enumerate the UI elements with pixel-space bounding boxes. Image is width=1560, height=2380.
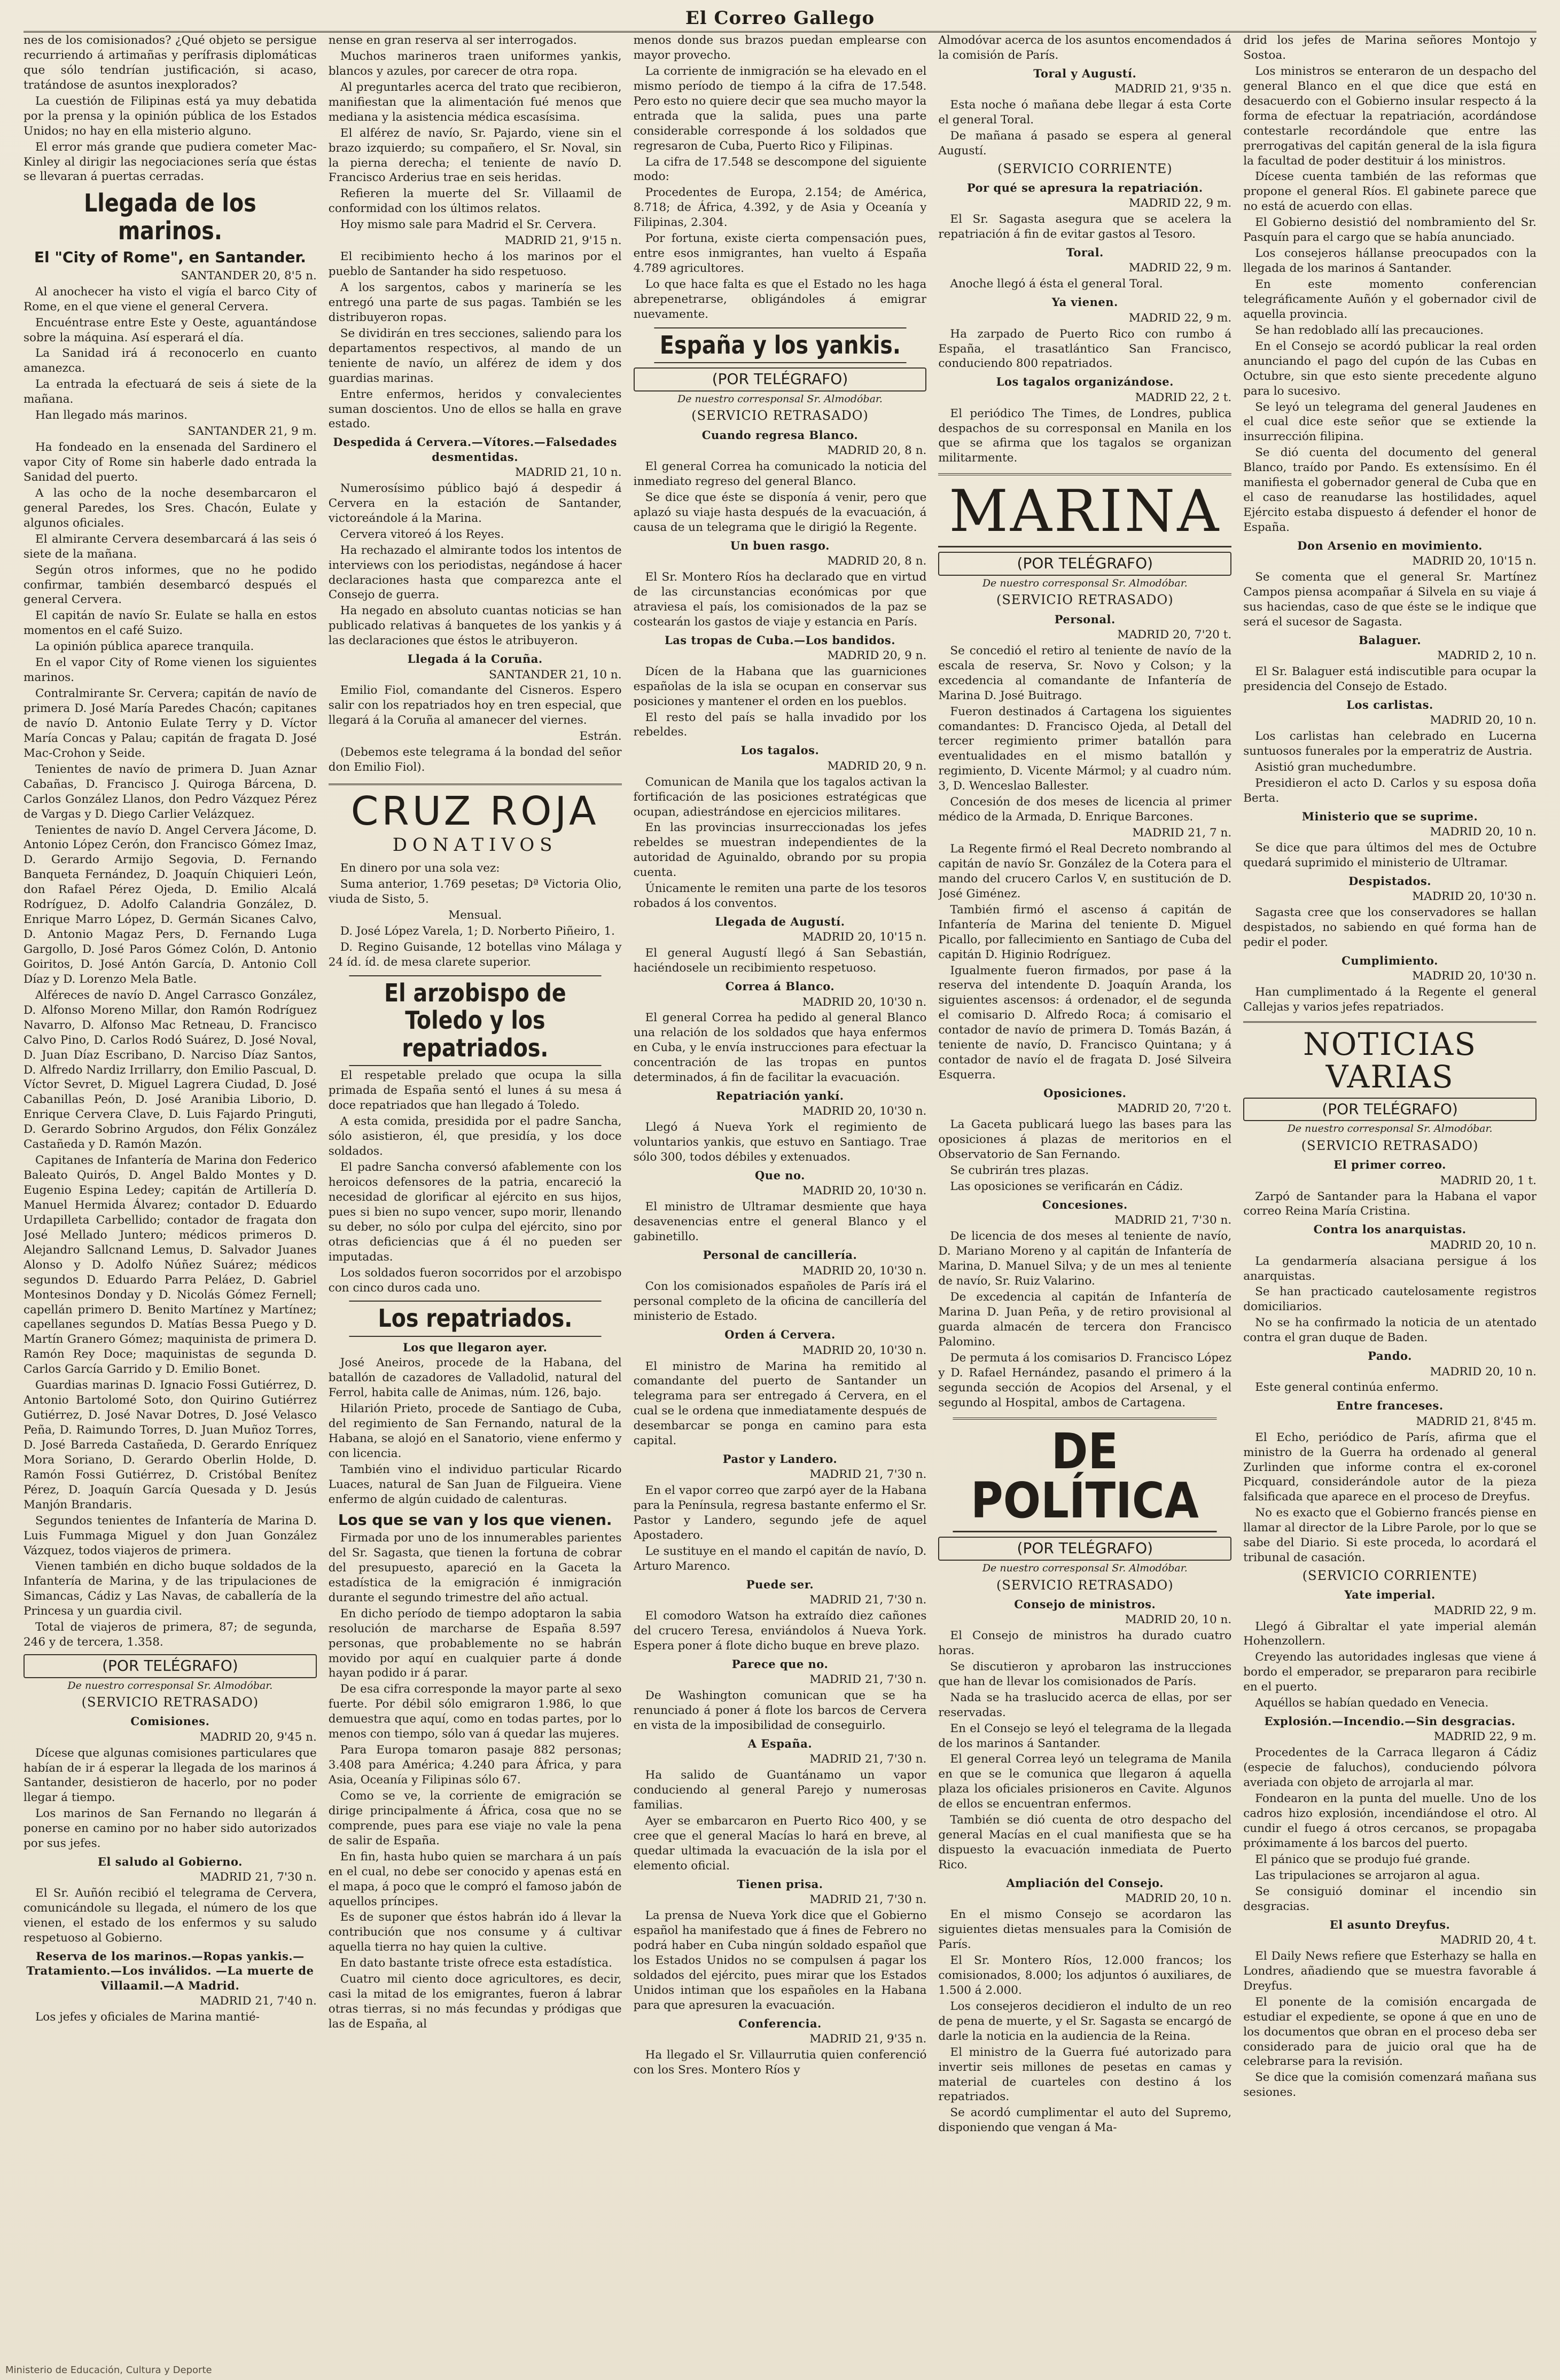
paragraph: Se leyó un telegrama del general Jaudenes en el cual dice este señor que se extiende la insurrección filipina.: [1243, 400, 1536, 444]
paragraph: Guardias marinas D. Ignacio Fossi Gutiérrez, D. Antonio Bartolomé Soto, don Quirino Gutiérrez Gutiérrez, D. José Navar Dotres, D. José Velasco Peña, D. Raimundo Torres, D. Juan Muñoz Torres, D. José Barreda Castañeda, D. Gerardo Enríquez Mora Soriano, D. Gerardo Oberlin Holde, D. Ramón Fossi Gutiérrez, D. Cristóbal Benítez Pérez, D. Joaquín García Quesada y D. Jesús Manjón Brandaris.: [24, 1379, 317, 1512]
dateline: MADRID 22, 9 m.: [1128, 261, 1232, 275]
dateline: MADRID 22, 9 m.: [1128, 197, 1232, 210]
paragraph: El Sr. Balaguer está indiscutible para ocupar la presidencia del Consejo de Estado.: [1243, 665, 1536, 694]
item-heading: Despedida á Cervera.—Vítores.—Falsedades desmentidas.: [333, 435, 617, 464]
column-5: [1243, 33, 1536, 2342]
paragraph: Los jefes y oficiales de Marina mantié-: [35, 2010, 260, 2024]
masthead-title: El Correo Gallego: [685, 7, 875, 29]
paragraph: La cifra de 17.548 se descompone del siguiente modo:: [633, 155, 927, 184]
paragraph: Se dice que la comisión comenzará mañana sus sesiones.: [1243, 2071, 1536, 2100]
dateline: SANTANDER 21, 10 n.: [489, 668, 622, 682]
item-heading: Cumplimiento.: [1341, 954, 1438, 968]
item-heading: Comisiones.: [130, 1714, 210, 1728]
paragraph: En dato bastante triste ofrece esta estadística.: [340, 1956, 612, 1970]
dateline: MADRID 21, 9'35 n.: [809, 2032, 927, 2046]
item-heading: Concesiones.: [1042, 1197, 1128, 1211]
correspondent-line: De nuestro corresponsal Sr. Almodóbar.: [982, 1562, 1188, 1574]
paragraph: Se comenta que el general Sr. Martínez Campos piensa acompañar á Silvela en su viaje á sus haciendas, caso de que éste se le indique que será el sucesor de Sagasta.: [1243, 570, 1536, 629]
paragraph: El periódico The Times, de Londres, publica despachos de su corresponsal en Manila en los que se afirma que los tagalos se organizan militarmente.: [938, 406, 1232, 465]
service-label: (SERVICIO RETRASADO): [691, 408, 869, 424]
column-1: [24, 33, 317, 2342]
paragraph: También vino el individuo particular Ricardo Luaces, natural de San Juan de Filgueira. Viene enfermo de algún cuidado de calenturas.: [328, 1462, 622, 1506]
dateline: MADRID 20, 10 n.: [1125, 1892, 1232, 1906]
item-heading: Ministerio que se suprime.: [1301, 809, 1478, 823]
paragraph: A las ocho de la noche desembarcaron el general Paredes, los Sres. Chacón, Eulate y algunos oficiales.: [24, 486, 317, 530]
footer-credit: Ministerio de Educación, Cultura y Deporte: [5, 2365, 212, 2376]
paragraph: Ha fondeado en la ensenada del Sardinero el vapor City of Rome sin haberle dado entrada la Sanidad del puerto.: [24, 441, 317, 484]
item-heading: Puede ser.: [746, 1577, 814, 1591]
dateline: MADRID 20, 10'30 n.: [802, 995, 927, 1009]
item-heading: Pando.: [1368, 1349, 1412, 1363]
paragraph: Se dividirán en tres secciones, saliendo para los departamentos respectivos, al mando de un teniente de navío, un alférez de idem y dos guardias marinas.: [328, 326, 622, 385]
paragraph: No se ha confirmado la noticia de un atentado contra el gran duque de Baden.: [1243, 1316, 1536, 1345]
paragraph: A esta comida, presidida por el padre Sancha, sólo asistieron, él, que presidía, y los doce soldados.: [328, 1115, 622, 1158]
columns: [24, 33, 1536, 2342]
item-heading: Reserva de los marinos.—Ropas yankis.—Tratamiento.—Los inválidos. —La muerte de Villaamil.—A Madrid.: [26, 1950, 314, 1992]
headline-repatriados: Los repatriados.: [349, 1301, 601, 1337]
paragraph: El ponente de la comisión encargada de estudiar el expediente, se opone á que en uno de los documentos que obran en el proceso deba ser considerado para de juicio oral que ha de celebrarse para la revisión.: [1243, 1995, 1536, 2069]
paragraph: Total de viajeros de primera, 87; de segunda, 246 y de tercera, 1.358.: [24, 1620, 317, 1649]
paragraph: Se concedió el retiro al teniente de navío de la escala de reserva, Sr. Novo y Colson; y la excedencia al comandante de Infantería de Marina D. José Buitrago.: [938, 644, 1232, 702]
paragraph: Aquéllos se habían quedado en Venecia.: [1255, 1696, 1489, 1710]
paragraph: Los consejeros decidieron el indulto de un reo de pena de muerte, y el Sr. Sagasta se encargó de darle la noticia en la audiencia de la Reina.: [938, 1999, 1232, 2043]
paragraph: En el vapor correo que zarpó ayer de la Habana para la Península, regresa bastante enfermo el Sr. Pastor y Landero, segundo jefe de aquel Apostadero.: [633, 1484, 927, 1543]
paragraph: Nada se ha traslucido acerca de ellas, por ser reservadas.: [938, 1690, 1232, 1719]
paragraph: El ministro de Ultramar desmiente que haya desavenencias entre el general Blanco y el gabinetillo.: [633, 1200, 927, 1244]
dateline: MADRID 20, 10'30 n.: [1412, 890, 1536, 904]
paragraph: El comodoro Watson ha extraído diez cañones del crucero Teresa, enviándolos á Nueva York. Espera poner á flote dicho buque en breve plazo.: [633, 1609, 927, 1653]
paragraph: El capitán de navío Sr. Eulate se halla en estos momentos en el café Suizo.: [24, 609, 317, 638]
dateline: MADRID 22, 9 m.: [1128, 311, 1232, 325]
item-heading: Entre franceses.: [1336, 1399, 1444, 1413]
item-heading: Personal.: [1054, 612, 1116, 626]
item-heading: Las tropas de Cuba.—Los bandidos.: [664, 633, 896, 647]
paragraph: Segundos tenientes de Infantería de Marina D. Luis Fummaga Miguel y don Juan González Vázquez, todos viajeros de primera.: [24, 1514, 317, 1557]
paragraph: Alféreces de navío D. Angel Carrasco González, D. Alfonso Moreno Millar, don Ramón Rodríguez Navarro, D. Alfonso Mac Retneau, D. Francisco Calvo Pino, D. Carlos Rodó Suárez, D. José Noval, D. Juan Díaz Escribano, D. Narciso Díaz Santos, D. Alfredo Nardiz Irrillarry, don Emilio Pascual, D. Víctor Sevret, D. Miguel Lagrera Ciudad, D. José Cabanillas Peón, D. José Aranibia Liborio, D. Enrique Cervera Clave, D. Luis Fajardo Pringuti, D. Gerardo Sobrino Argudos, don Félix González Castañeda y D. Ramón Mazón.: [24, 988, 317, 1152]
correspondent-line: De nuestro corresponsal Sr. Almodóbar.: [67, 1679, 273, 1692]
item-heading: Tienen prisa.: [737, 1877, 823, 1891]
dateline: MADRID 22, 9 m.: [1433, 1730, 1536, 1744]
paragraph: En las provincias insurreccionadas los jefes rebeldes se muestran independientes de la autoridad de Aguinaldo, obrando por su propia cuenta.: [633, 821, 927, 880]
paragraph: Concesión de dos meses de licencia al primer médico de la Armada, D. Enrique Barcones.: [938, 795, 1232, 824]
paragraph: drid los jefes de Marina señores Montojo y Sostoa.: [1243, 34, 1536, 62]
paragraph: Los consejeros hállanse preocupados con la llegada de los marinos á Santander.: [1243, 247, 1536, 276]
paragraph: En fin, hasta hubo quien se marchara á un país en el cual, no debe ser conocido y apenas está en el mapa, á poco que le compró el famoso jabón de aquellos príncipes.: [328, 1850, 622, 1908]
paragraph: Anoche llegó á ésta el general Toral.: [950, 277, 1163, 291]
dateline: MADRID 21, 7'30 n.: [809, 1468, 927, 1482]
paragraph: El Sr. Montero Ríos ha declarado que en virtud de las circunstancias económicas por que atraviesa el país, los comisionados de la paz se costearán los gastos de viaje y estancia en París.: [633, 570, 927, 629]
paragraph: Como se ve, la corriente de emigración se dirige principalmente á África, cosa que no se comprende, pues para ese viaje no vale la pena de salir de España.: [328, 1789, 622, 1847]
paragraph: Ha rechazado el almirante todos los intentos de interviews con los periodistas, negándose á hacer declaraciones hasta que comparezca ante el Consejo de guerra.: [328, 543, 622, 602]
correspondent-line: De nuestro corresponsal Sr. Almodóbar.: [982, 577, 1188, 589]
dateline: MADRID 20, 10'30 n.: [802, 1105, 927, 1118]
paragraph: El almirante Cervera desembarcará á las seis ó siete de la mañana.: [24, 532, 317, 561]
signature: Estrán.: [579, 730, 622, 743]
paragraph: En el vapor City of Rome vienen los siguientes marinos.: [24, 656, 317, 685]
paragraph: Los soldados fueron socorridos por el arzobispo con cinco duros cada uno.: [328, 1266, 622, 1295]
paragraph: nense en gran reserva al ser interrogados.: [328, 34, 577, 47]
item-heading: Cuando regresa Blanco.: [701, 428, 859, 442]
dateline: MADRID 22, 2 t.: [1135, 390, 1232, 404]
paragraph: Entre enfermos, heridos y convalecientes suman doscientos. Uno de ellos se halla en grave estado.: [328, 387, 622, 431]
item-heading: Explosión.—Incendio.—Sin desgracias.: [1264, 1714, 1516, 1728]
item-heading: Ya vienen.: [1051, 295, 1118, 309]
item-heading: Que no.: [755, 1169, 805, 1183]
dateline: MADRID 21, 9'15 n.: [504, 234, 622, 248]
paragraph: Cervera vitoreó á los Reyes.: [340, 527, 504, 541]
dateline: MADRID 20, 10'30 n.: [802, 1184, 927, 1198]
paragraph: Llegó á Gibraltar el yate imperial alemán Hohenzollern.: [1243, 1619, 1536, 1648]
paragraph: Se discutieron y aprobaron las instrucciones que han de llevar los comisionados de París.: [938, 1659, 1232, 1688]
paragraph: Las tripulaciones se arrojaron al agua.: [1255, 1868, 1480, 1882]
paragraph: La corriente de inmigración se ha elevado en el mismo período de tiempo á la cifra de 17.548. Pero esto no quiere decir que sea mucho mayor la entrada que la salida, pues una parte considerable corresponde á los soldados que regresaron de Cuba, Puerto Rico y Filipinas.: [633, 64, 927, 153]
paragraph: Muchos marineros traen uniformes yankis, blancos y azules, por carecer de otra ropa.: [328, 49, 622, 78]
paragraph: Esta noche ó mañana debe llegar á esta Corte el general Toral.: [938, 98, 1232, 127]
paragraph: El Daily News refiere que Esterhazy se halla en Londres, añadiendo que se muestra favorable á Dreyfus.: [1243, 1949, 1536, 1993]
dateline: MADRID 21, 7 n.: [1132, 826, 1232, 840]
paragraph: En dicho período de tiempo adoptaron la sabia resolución de marcharse de España 8.597 personas, que probablemente no se habrán movido por aquí en cualquier parte á donde hayan podido ir á parar.: [328, 1607, 622, 1680]
paragraph: De Washington comunican que se ha renunciado á poner á flote los barcos de Cervera en vista de la imposibilidad de conseguirlo.: [633, 1689, 927, 1733]
item-heading: Don Arsenio en movimiento.: [1297, 538, 1483, 552]
paragraph: Las oposiciones se verificarán en Cádiz.: [950, 1180, 1183, 1194]
item-heading: Yate imperial.: [1344, 1588, 1436, 1602]
dateline: MADRID 20, 1 t.: [1440, 1173, 1536, 1187]
paragraph: No es exacto que el Gobierno francés piense en llamar al director de la Libre Parole, por lo que se sabe del Diario. Si este proceda, lo acordará el tribunal de casación.: [1243, 1506, 1536, 1565]
dateline: MADRID 20, 10'30 n.: [802, 1264, 927, 1278]
dateline: MADRID 20, 10 n.: [1430, 1238, 1536, 1252]
paragraph: Procedentes de la Carraca llegaron á Cádiz (especie de faluchos), conduciendo pólvora averiada con objeto de arrojarla al mar.: [1243, 1746, 1536, 1790]
dateline: MADRID 21, 7'30 n.: [809, 1673, 927, 1687]
dateline: MADRID 21, 10 n.: [515, 465, 622, 479]
paragraph: Suma anterior, 1.769 pesetas; Dª Victoria Olio, viuda de Sisto, 5.: [328, 878, 622, 906]
paragraph: En este momento conferencian telegráficamente Auñón y el gobernador civil de aquella provincia.: [1243, 278, 1536, 321]
paragraph: Los carlistas han celebrado en Lucerna suntuosos funerales por la emperatriz de Austria.: [1243, 730, 1536, 758]
paragraph: Ha salido de Guantánamo un vapor conduciendo al general Parejo y numerosas familias.: [633, 1768, 927, 1812]
paragraph: Emilio Fiol, comandante del Cisneros. Espero salir con los repatriados hoy en tren especial, que llegará á la Coruña al amanecer del viernes.: [328, 684, 622, 727]
dateline: MADRID 21, 9'35 n.: [1114, 82, 1232, 96]
paragraph: La cuestión de Filipinas está ya muy debatida por la prensa y la opinión pública de los Estados Unidos; no hay en ella misterio alguno.: [24, 94, 317, 138]
dateline: MADRID 20, 9 n.: [827, 759, 927, 773]
paragraph: La opinión pública aparece tranquila.: [35, 640, 254, 654]
dateline: MADRID 21, 7'30 n.: [1114, 1214, 1232, 1227]
paragraph: Se acordó cumplimentar el auto del Supremo, disponiendo que vengan á Ma-: [938, 2106, 1232, 2135]
paragraph: Tenientes de navío D. Angel Cervera Jácome, D. Antonio López Cerón, don Francisco Gómez Imaz, D. Gerardo Armijo Segovia, D. Fernando Banqueta Fernández, D. Joaquín Chiquieri León, don Rafael Pérez Ojeda, D. Emilio Alcalá Rodríguez, D. Adolfo Calandria González, D. Enrique Marro López, D. Germán Sicanes Calvo, D. Antonio Magaz Pers, D. Fernando Luga Gargollo, D. José Paros Gómez Colón, D. Antonio Goiritos, D. José Antón García, D. Antonio Coll Díaz y D. Lorenzo Mela Batle.: [24, 823, 317, 986]
dateline: MADRID 20, 10 n.: [1430, 825, 1536, 839]
paragraph: Se dió cuenta del documento del general Blanco, traído por Pando. Es extensísimo. En él manifiesta el gobernador general de Cuba que en el caso de reanudarse las hostilidades, aquel Ejército estaba dispuesto á defender el honor de España.: [1243, 446, 1536, 534]
paragraph: Lo que hace falta es que el Estado no les haga abrepenetrarse, obligándoles á emigrar nuevamente.: [633, 278, 927, 321]
service-label: (SERVICIO RETRASADO): [996, 592, 1174, 608]
section-banner-politica: DE POLÍTICA: [953, 1418, 1217, 1532]
paragraph: Hilarión Prieto, procede de Santiago de Cuba, del regimiento de San Fernando, natural de la Habana, se alojó en el Sanatorio, viene enfermo y con licencia.: [328, 1402, 622, 1460]
paragraph: Se cubrirán tres plazas.: [950, 1164, 1089, 1178]
paragraph: La Gaceta publicará luego las bases para las oposiciones á plazas de meritorios en el Observatorio de San Fernando.: [938, 1118, 1232, 1162]
paragraph: El recibimiento hecho á los marinos por el pueblo de Santander ha sido respetuoso.: [328, 250, 622, 279]
paragraph: El Sr. Auñón recibió el telegrama de Cervera, comunicándole su llegada, el número de los que vienen, el estado de los enfermos y su saludo respetuoso al Gobierno.: [24, 1886, 317, 1945]
dateline: MADRID 20, 9'45 n.: [199, 1730, 317, 1744]
column-4: [938, 33, 1231, 2342]
section-banner-noticias: NOTICIAS VARIAS: [1243, 1021, 1536, 1093]
service-label: (SERVICIO CORRIENTE): [997, 161, 1173, 176]
paragraph: El ministro de Marina ha remitido al comandante del puerto de Santander un telegrama para ser entregado á Cervera, en el cual se le ordena que inmediatamente después de desembarcar se ponga en camino para esta capital.: [633, 1359, 927, 1448]
paragraph: Al anochecer ha visto el vigía el barco City of Rome, en el que viene el general Cervera.: [24, 285, 317, 314]
item-heading: Correa á Blanco.: [725, 980, 835, 993]
headline-espana-yankis: España y los yankis.: [654, 327, 906, 364]
paragraph: Presidieron el acto D. Carlos y su esposa doña Berta.: [1243, 777, 1536, 805]
paragraph: Igualmente fueron firmados, por pase á la reserva del intendente D. Joaquín Aranda, los siguientes ascensos: á ordenador, el de segunda el comisario D. Alfredo Roca; á comisario el contador de navío de primera D. Tomás Bazán, á teniente de navío, D. Francisco Quintana; y á contador de navío el de fragata D. José Silveira Esquerra.: [938, 964, 1232, 1082]
paragraph: Han llegado más marinos.: [35, 409, 188, 422]
dateline: MADRID 21, 7'30 n.: [809, 1752, 927, 1766]
dateline: MADRID 21, 7'30 n.: [809, 1893, 927, 1907]
paragraph: Almodóvar acerca de los asuntos encomendados á la comisión de París.: [938, 34, 1232, 62]
item-heading: Repatriación yankí.: [716, 1089, 844, 1103]
item-heading: Toral y Augustí.: [1033, 66, 1137, 80]
service-label: (SERVICIO RETRASADO): [81, 1695, 259, 1710]
dateline: MADRID 20, 7'20 t.: [1117, 628, 1232, 641]
dateline: MADRID 20, 10'30 n.: [802, 1343, 927, 1357]
item-heading: Contra los anarquistas.: [1313, 1223, 1467, 1236]
paragraph: Sagasta cree que los conservadores se hallan despistados, no sabiendo en qué forma han de pedir el poder.: [1243, 906, 1536, 950]
dateline: MADRID 20, 4 t.: [1440, 1933, 1536, 1947]
paragraph: D. Regino Guisande, 12 botellas vino Málaga y 24 íd. íd. de mesa clarete superior.: [328, 940, 622, 969]
paragraph: El respetable prelado que ocupa la silla primada de España sentó el lunes á su mesa á doce repatriados que han llegado á Toledo.: [328, 1069, 622, 1113]
paragraph: Numerosísimo público bajó á despedir á Cervera en la estación de Santander, victoreándole á la Marina.: [328, 481, 622, 525]
paragraph: Contralmirante Sr. Cervera; capitán de navío de primera D. José María Paredes Chacón; capitanes de navío D. Antonio Eulate Terry y D. Víctor María Concas y Palau; capitán de fragata D. José Mac-Crohon y Seide.: [24, 687, 317, 760]
paragraph: El padre Sancha conversó afablemente con los heroicos defensores de la patria, encareció la necesidad de glorificar al ejército en sus hijos, pues si bien no supo vencer, supo morir, llenando su deber, no sólo por culpa del ejército, sino por otras deficiencias que á él no pueden ser imputadas.: [328, 1161, 622, 1264]
item-heading: Los que llegaron ayer.: [402, 1340, 548, 1354]
paragraph: El ministro de la Guerra fué autorizado para invertir seis millones de pesetas en camas y material de cuarteles con destino á los repatriados.: [938, 2045, 1232, 2104]
paragraph: El pánico que se produjo fué grande.: [1255, 1852, 1470, 1866]
item-heading: El asunto Dreyfus.: [1329, 1917, 1450, 1931]
paragraph: menos donde sus brazos puedan emplearse con mayor provecho.: [633, 34, 927, 62]
paragraph: Mensual.: [448, 909, 502, 922]
paragraph: El Consejo de ministros ha durado cuatro horas.: [938, 1629, 1232, 1657]
section-tag: (POR TELÉGRAFO): [634, 367, 927, 391]
dateline: MADRID 20, 10 n.: [1430, 1365, 1536, 1379]
paragraph: Dícese cuenta también de las reformas que propone el general Ríos. El gabinete parece que no está de acuerdo con ellas.: [1243, 170, 1536, 214]
dateline: MADRID 20, 10 n.: [1125, 1613, 1232, 1627]
item-heading: Un buen rasgo.: [730, 538, 830, 552]
paragraph: El Sr. Montero Ríos, 12.000 francos; los comisionados, 8.000; los adjuntos ó auxiliares, de 1.500 á 2.000.: [938, 1954, 1232, 1997]
paragraph: Se dice que para últimos del mes de Octubre quedará suprimido el ministerio de Ultramar.: [1243, 841, 1536, 870]
paragraph: Asistió gran muchedumbre.: [1255, 761, 1416, 774]
item-heading: Los tagalos organizándose.: [996, 375, 1174, 389]
paragraph: En el Consejo se leyó el telegrama de la llegada de los marinos á Santander.: [938, 1721, 1232, 1750]
correspondent-line: De nuestro corresponsal Sr. Almodóbar.: [1287, 1123, 1493, 1135]
paragraph: Capitanes de Infantería de Marina don Federico Baleato Quirós, D. Angel Baldo Montes y D. Eugenio Espina Ledey; capitán de Artillería D. Manuel Hermida Álvarez; contador D. Eduardo Urdapilleta Carbellido; contador de fragata don José Mellado Juntero; médicos primeros D. Alejandro Sallcnand Lemus, D. Salvador Juanes Alonso y D. Adolfo Núñez Suárez; médicos segundos D. Eduardo Parra Peláez, D. Gabriel Montesinos Donday y D. Nicolás Gómez Fernell; capellán primero D. Benito Martínez y Martínez; capellanes segundos D. Matías Bessa Puego y D. Martín Granero Gómez; maquinista de primera D. Ramón Rey Doce; maquinistas de segunda D. Carlos García Garrido y D. Emilio Bonet.: [24, 1154, 317, 1376]
paragraph: Dícen de la Habana que las guarniciones españolas de la isla se ocupan en conservar sus posiciones y mantener el orden en los pueblos.: [633, 664, 927, 708]
dateline: MADRID 20, 10'15 n.: [1412, 554, 1536, 568]
item-heading: Pastor y Landero.: [722, 1452, 838, 1466]
headline-llegada-marinos: Llegada de los marinos.: [84, 189, 256, 245]
paragraph: Los ministros se enteraron de un despacho del general Blanco en el que dice que está en desacuerdo con el Gobierno insular respecto á la forma de efectuar la repatriación, acordándose contestarle recordándole que entre las prerrogativas del capitán general de la isla figura la facultad de poder destituir á los ministros.: [1243, 64, 1536, 168]
item-heading: Los carlistas.: [1346, 698, 1433, 712]
paragraph: De excedencia al capitán de Infantería de Marina D. Juan Peña, y de retiro provisional al guarda almacén de tercera don Francisco Palomino.: [938, 1290, 1232, 1349]
paragraph: Con los comisionados españoles de París irá el personal completo de la oficina de cancillería del ministerio de Estado.: [633, 1280, 927, 1324]
paragraph: La gendarmería alsaciana persigue á los anarquistas.: [1243, 1254, 1536, 1283]
paragraph: Únicamente le remiten una parte de los tesoros robados á los conventos.: [633, 882, 927, 911]
paragraph: Ayer se embarcaron en Puerto Rico 400, y se cree que el general Macías lo hará en breve, al quedar ultimada la evacuación de la isla por el elemento oficial.: [633, 1814, 927, 1873]
paragraph: Cuatro mil ciento doce agricultores, es decir, casi la mitad de los emigrantes, fueron á labrar otras tierras, si no más fecundas y pródigas que las de España, al: [328, 1972, 622, 2031]
item-heading: Por qué se apresura la repatriación.: [966, 181, 1203, 195]
column-2: [329, 33, 622, 2342]
item-heading: Balaguer.: [1358, 633, 1422, 647]
service-label: (SERVICIO RETRASADO): [996, 1577, 1174, 1593]
paragraph: También se dió cuenta de otro despacho del general Macías en el cual manifiesta que se ha dispuesto la evacuación inmediata de Puerto Rico.: [938, 1813, 1232, 1872]
headline-van-vienen: Los que se van y los que vienen.: [338, 1510, 612, 1529]
item-heading: A España.: [747, 1737, 813, 1751]
dateline: MADRID 20, 8 n.: [827, 443, 927, 457]
dateline: MADRID 2, 10 n.: [1437, 649, 1536, 663]
paragraph: A los sargentos, cabos y marinería se les entregó una parte de sus pagas. También se les distribuyeron ropas.: [328, 281, 622, 324]
paragraph: El general Correa ha pedido al general Blanco una relación de los soldados que haya enfermos en Cuba, y le envía instrucciones para efectuar la concentración de las tropas en puntos determinados, á fin de facilitar la evacuación.: [633, 1011, 927, 1085]
section-tag: (POR TELÉGRAFO): [1243, 1098, 1536, 1121]
section-banner-marina: MARINA: [938, 473, 1231, 547]
item-heading: Llegada á la Coruña.: [407, 652, 543, 666]
dateline: MADRID 22, 9 m.: [1433, 1603, 1536, 1617]
paragraph: También firmó el ascenso á capitán de Infantería de Marina del teniente D. Miguel Picallo, por fallecimiento en Santiago de Cuba del capitán D. Higinio Rodríguez.: [938, 903, 1232, 961]
paragraph: Para Europa tomaron pasaje 882 personas; 3.408 para América; 4.240 para África, y para Asia, Oceanía y Filipinas sólo 67.: [328, 1743, 622, 1787]
service-label: (SERVICIO CORRIENTE): [1302, 1568, 1478, 1584]
item-heading: Conferencia.: [738, 2016, 822, 2030]
paragraph: De mañana á pasado se espera al general Augustí.: [938, 129, 1232, 158]
paragraph: Han cumplimentado á la Regente el general Callejas y varios jefes repatriados.: [1243, 985, 1536, 1014]
paragraph: Encuéntrase entre Este y Oeste, aguantándose sobre la máquina. Así esperará el día.: [24, 316, 317, 345]
dateline: MADRID 20, 7'20 t.: [1117, 1102, 1232, 1116]
paragraph: (Debemos este telegrama á la bondad del señor don Emilio Fiol).: [328, 746, 622, 774]
paragraph: Ha zarpado de Puerto Rico con rumbo á España, el trasatlántico San Francisco, conduciendo 800 repatriados.: [938, 327, 1232, 371]
section-tag: (POR TELÉGRAFO): [938, 1537, 1231, 1560]
paragraph: Fondearon en la punta del muelle. Uno de los cadros hizo explosión, incendiándose el otro. Al cundir el fuego á otros cercanos, se propagaba próximamente á los barcos del puerto.: [1243, 1792, 1536, 1850]
paragraph: Ha llegado el Sr. Villaurrutia quien conferenció con los Sres. Montero Ríos y: [633, 2048, 927, 2077]
paragraph: nes de los comisionados? ¿Qué objeto se persigue recurriendo á artimañas y perífrasis diplomáticas que sólo tendrían justificación, si acaso, tratándose de asuntos inexplorados?: [24, 34, 317, 92]
item-heading: El saludo al Gobierno.: [97, 1855, 243, 1869]
paragraph: Es de suponer que éstos habrán ido á llevar la contribución que nos consume y á cultivar aquella tierra no hay quien la cultive.: [328, 1911, 622, 1954]
paragraph: Este general continúa enfermo.: [1255, 1381, 1439, 1395]
item-heading: Personal de cancillería.: [703, 1248, 857, 1262]
paragraph: Vienen también en dicho buque soldados de la Infantería de Marina, y de las tripulaciones de Simancas, Cádiz y Las Navas, de caballería de la Princesa y un guardia civil.: [24, 1560, 317, 1618]
dateline: MADRID 20, 9 n.: [827, 648, 927, 662]
paragraph: El Sr. Sagasta asegura que se acelera la repatriación á fin de evitar gastos al Tesoro.: [938, 213, 1232, 241]
dateline: MADRID 20, 10'15 n.: [802, 930, 927, 944]
paragraph: Firmada por uno de los innumerables parientes del Sr. Sagasta, que tienen la fortuna de cobrar del presupuesto, apareció en la Gaceta la estadística de la emigración é inmigración durante el segundo trimestre del año actual.: [328, 1531, 622, 1604]
item-heading: Ampliación del Consejo.: [1006, 1876, 1164, 1890]
paragraph: El general Correa ha comunicado la noticia del inmediato regreso del general Blanco.: [633, 459, 927, 488]
paragraph: La entrada la efectuará de seis á siete de la mañana.: [24, 378, 317, 406]
paragraph: D. José López Varela, 1; D. Norberto Piñeiro, 1.: [340, 925, 615, 938]
section-tag: (POR TELÉGRAFO): [24, 1654, 317, 1678]
paragraph: El general Correa leyó un telegrama de Manila en que se le comunica que llegaron á aquella plaza los oficiales prisioneros en Cavite. Algunos de ellos se encuentran enfermos.: [938, 1752, 1232, 1811]
subheadline-city-of-rome: El "City of Rome", en Santander.: [34, 248, 306, 267]
donativos-heading: DONATIVOS: [392, 834, 558, 856]
paragraph: Le sustituye en el mando el capitán de navío, D. Arturo Marenco.: [633, 1545, 927, 1573]
paragraph: La Regente firmó el Real Decreto nombrando al capitán de navío Sr. González de la Cotera para el mando del crucero Carlos V, en sustitución de D. José Giménez.: [938, 842, 1232, 901]
paragraph: Por fortuna, existe cierta compensación pues, entre esos inmigrantes, han vuelto á España 4.789 agricultores.: [633, 232, 927, 276]
paragraph: Procedentes de Europa, 2.154; de América, 8.718; de África, 4.392, y de Asia y Oceanía y Filipinas, 2.304.: [633, 186, 927, 230]
cruz-roja-banner: CRUZ ROJA: [329, 784, 622, 831]
paragraph: Los marinos de San Fernando no llegarán á ponerse en camino por no haber sido autorizados por sus jefes.: [24, 1807, 317, 1851]
paragraph: La Sanidad irá á reconocerlo en cuanto amanezca.: [24, 347, 317, 375]
paragraph: En dinero por una sola vez:: [340, 862, 500, 875]
paragraph: Al preguntarles acerca del trato que recibieron, manifiestan que la alimentación fué menos que mediana y la asistencia médica escasísima.: [328, 80, 622, 124]
section-tag: (POR TELÉGRAFO): [938, 552, 1231, 575]
paragraph: Fueron destinados á Cartagena los siguientes comandantes: D. Francisco Ojeda, al Detall del tercer regimiento primer batallón para eventualidades en el mismo batallón y regimiento, D. Vicente Mármol; y al cuadro núm. 3, D. Wenceslao Ballester.: [938, 704, 1232, 793]
dateline: MADRID 20, 8 n.: [827, 554, 927, 568]
item-heading: Despistados.: [1348, 874, 1432, 888]
dateline: MADRID 20, 10'30 n.: [1412, 969, 1536, 983]
dateline: MADRID 21, 7'30 n.: [809, 1593, 927, 1607]
paragraph: En el mismo Consejo se acordaron las siguientes dietas mensuales para la Comisión de París.: [938, 1908, 1232, 1952]
paragraph: El Echo, periódico de París, afirma que el ministro de la Guerra ha ordenado al general Zurlinden que informe contra el ex-coronel Picquard, considerándole autor de la pieza falsificada que aparece en el proceso de Dreyfus.: [1243, 1430, 1536, 1504]
paragraph: Tenientes de navío de primera D. Juan Aznar Cabañas, D. Francisco J. Quiroga Bárcena, D. Carlos González Llanos, don Pedro Vázquez Pérez de Vargas y D. Diego Carlier Velázquez.: [24, 762, 317, 821]
dateline: MADRID 21, 7'30 n.: [199, 1870, 317, 1884]
paragraph: El Gobierno desistió del nombramiento del Sr. Pasquín para el cargo que se había anunciado.: [1243, 216, 1536, 245]
item-heading: Oposiciones.: [1043, 1086, 1127, 1100]
paragraph: De esa cifra corresponde la mayor parte al sexo fuerte. Por débil sólo emigraron 1.986, lo que demuestra que aquí, como en todas partes, por lo menos con tiempo, sólo van á quedar las mujeres.: [328, 1682, 622, 1741]
masthead: [24, 7, 1536, 33]
item-heading: Orden á Cervera.: [724, 1328, 836, 1342]
paragraph: Llegó á Nueva York el regimiento de voluntarios yankis, que estuvo en Santiago. Trae sólo 300, todos débiles y extenuados.: [633, 1121, 927, 1164]
service-label: (SERVICIO RETRASADO): [1301, 1138, 1479, 1154]
item-heading: El primer correo.: [1333, 1158, 1446, 1172]
headline-arzobispo: El arzobispo de Toledo y los repatriados.: [349, 975, 601, 1067]
paragraph: Hoy mismo sale para Madrid el Sr. Cervera.: [340, 218, 597, 232]
paragraph: Refieren la muerte del Sr. Villaamil de conformidad con los últimos relatos.: [328, 187, 622, 216]
paragraph: La prensa de Nueva York dice que el Gobierno español ha manifestado que á fines de Febrero no podrá haber en Cuba ningún soldado español que los Estados Unidos no se compulsen á pagar los soldados del ejército, pues mirar que los Estados Unidos intiman que los españoles en la Habana para que apresuren la evacuación.: [633, 1909, 927, 2012]
dateline: SANTANDER 20, 8'5 n.: [181, 269, 317, 283]
dateline: MADRID 21, 7'40 n.: [199, 1994, 317, 2008]
dateline: MADRID 20, 10 n.: [1430, 714, 1536, 727]
paragraph: El general Augustí llegó á San Sebastián, haciéndosele un recibimiento respetuoso.: [633, 946, 927, 975]
correspondent-line: De nuestro corresponsal Sr. Almodóbar.: [677, 393, 883, 405]
dateline: SANTANDER 21, 9 m.: [188, 425, 317, 439]
paragraph: Se consiguió dominar el incendio sin desgracias.: [1243, 1884, 1536, 1913]
item-heading: Los tagalos.: [740, 743, 820, 757]
paragraph: El alférez de navío, Sr. Pajardo, viene sin el brazo izquierdo; su compañero, el Sr. Noval, sin la pierna derecha; el teniente de navío D. Francisco Arderius trae en seis heridas.: [328, 126, 622, 185]
paragraph: Dícese que algunas comisiones particulares que habían de ir á esperar la llegada de los marinos á Santander, desistieron de hacerlo, por no poder llegar á tiempo.: [24, 1746, 317, 1805]
paragraph: Según otros informes, que no he podido confirmar, también desembarcó después el general Cervera.: [24, 563, 317, 607]
paragraph: Comunican de Manila que los tagalos activan la fortificación de las posiciones estratégicas que ocupan, adiestrándose en ejercicios militares.: [633, 775, 927, 819]
paragraph: Se dice que éste se disponía á venir, pero que aplazó su viaje hasta después de la evacuación, á causa de un telegrama que le dirigió la Regente.: [633, 490, 927, 534]
paragraph: Zarpó de Santander para la Habana el vapor correo Reina María Cristina.: [1243, 1189, 1536, 1218]
dateline: MADRID 21, 8'45 m.: [1416, 1414, 1536, 1428]
paragraph: En el Consejo se acordó publicar la real orden anunciando el pago del cupón de las Cubas en Octubre, sin que esto siente precedente alguno para lo sucesivo.: [1243, 339, 1536, 398]
paragraph: Se han redoblado allí las precauciones.: [1255, 323, 1484, 337]
paragraph: De licencia de dos meses al teniente de navío, D. Mariano Moreno y al capitán de Infantería de Marina, D. Manuel Silva; y de un mes al teniente de navío, Sr. Ruiz Valarino.: [938, 1230, 1232, 1288]
item-heading: Llegada de Augustí.: [715, 915, 845, 929]
paragraph: Se han practicado cautelosamente registros domiciliarios.: [1243, 1285, 1536, 1314]
paragraph: Creyendo las autoridades inglesas que viene á bordo el emperador, se prepararon para recibirle en el puerto.: [1243, 1650, 1536, 1694]
paragraph: Ha negado en absoluto cuantas noticias se han publicado relativas á banquetes de los yankis y á las declaraciones que éstos le atribuyeron.: [328, 604, 622, 648]
item-heading: Toral.: [1066, 246, 1104, 260]
paragraph: El resto del país se halla invadido por los rebeldes.: [633, 710, 927, 739]
paragraph: De permuta á los comisarios D. Francisco López y D. Rafael Hernández, pasando el primero á la segunda sección de Acopios del Arsenal, y el segundo al Hospital, ambos de Cartagena.: [938, 1351, 1232, 1410]
paragraph: José Aneiros, procede de la Habana, del batallón de cazadores de Valladolid, natural del Ferrol, habita calle de Animas, núm. 126, bajo.: [328, 1356, 622, 1400]
item-heading: Parece que no.: [731, 1657, 829, 1671]
column-3: [634, 33, 927, 2342]
paragraph: El error más grande que pudiera cometer Mac-Kinley al dirigir las negociaciones sería que éstas se llevaran á puertas cerradas.: [24, 140, 317, 184]
item-heading: Consejo de ministros.: [1014, 1597, 1156, 1611]
